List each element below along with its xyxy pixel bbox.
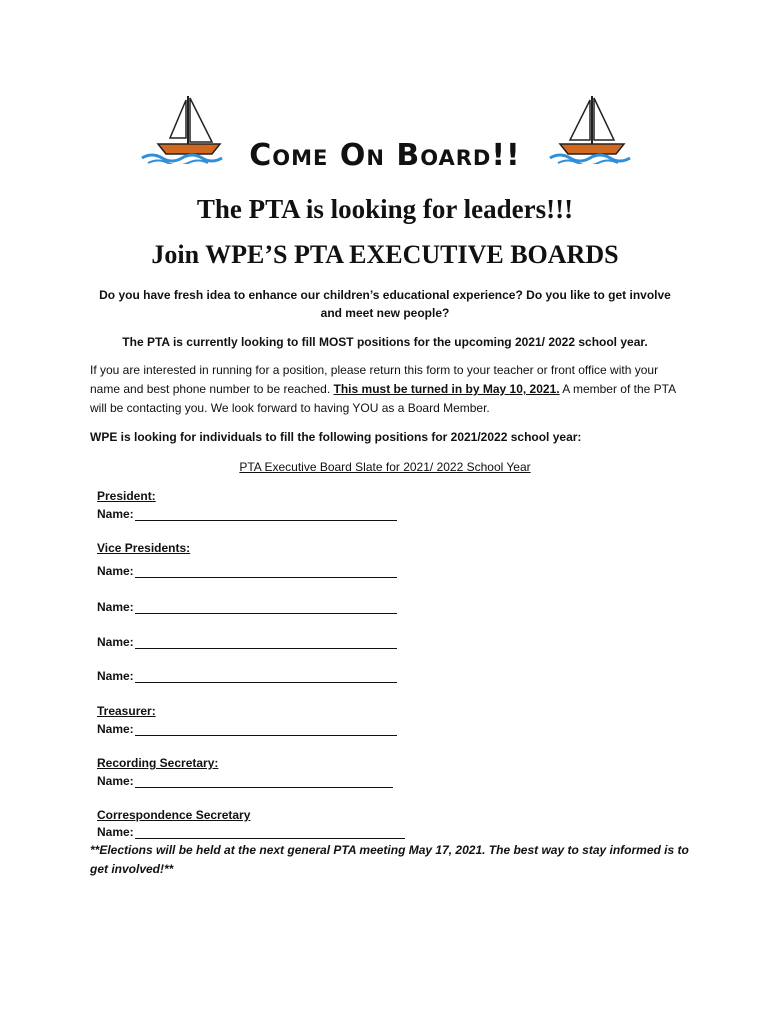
role-president: President: — [97, 489, 156, 503]
headline-join: Join WPE’S PTA EXECUTIVE BOARDS — [151, 240, 619, 269]
name-label: Name: — [97, 669, 134, 683]
name-label: Name: — [97, 825, 134, 839]
deadline-text: This must be turned in by May 10, 2021. — [333, 382, 560, 396]
role-treasurer: Treasurer: — [97, 704, 156, 718]
name-line — [135, 601, 397, 614]
slate-title: PTA Executive Board Slate for 2021/ 2022 School Year — [239, 460, 531, 474]
vice-president-3-name-field[interactable] — [97, 635, 397, 649]
banner-title: Come On Board!! — [249, 138, 521, 173]
role-recording-secretary: Recording Secretary: — [97, 756, 219, 770]
name-label: Name: — [97, 722, 134, 736]
name-line — [135, 670, 397, 683]
name-label: Name: — [97, 774, 134, 788]
vice-president-2-name-field[interactable] — [97, 600, 397, 614]
instructions-text: If you are interested in running for a position, please return this form to your teacher or front office with your name and best phone number to be reached. — [90, 363, 659, 396]
vice-president-1-name-field[interactable] — [97, 564, 397, 578]
vice-president-4-name-field[interactable] — [97, 669, 397, 683]
instructions-text-end: A member of the PTA will be contacting you. We look forward to having YOU as a Board Member. — [90, 382, 676, 415]
intro-question: Do you have fresh idea to enhance our children’s educational experience? Do you like to get involve and meet new people? — [99, 288, 671, 320]
name-label: Name: — [97, 507, 134, 521]
positions-intro: WPE is looking for individuals to fill the following positions for 2021/2022 school year: — [90, 430, 582, 444]
name-line — [135, 723, 397, 736]
elections-footer: **Elections will be held at the next general PTA meeting May 17, 2021. The best way to stay informed is to get involved!** — [90, 843, 689, 876]
name-line — [135, 636, 397, 649]
president-name-field[interactable] — [97, 507, 397, 521]
headline-leaders: The PTA is looking for leaders!!! — [196, 194, 574, 224]
role-correspondence-secretary: Correspondence Secretary — [97, 808, 251, 822]
instructions-paragraph — [90, 361, 690, 418]
looking-statement: The PTA is currently looking to fill MOST positions for the upcoming 2021/ 2022 school year. — [122, 335, 648, 349]
correspondence-secretary-name-field[interactable] — [97, 825, 405, 839]
name-line — [135, 508, 397, 521]
name-label: Name: — [97, 635, 134, 649]
role-vice-presidents: Vice Presidents: — [97, 541, 191, 555]
name-line — [135, 775, 393, 788]
recording-secretary-name-field[interactable] — [97, 774, 393, 788]
treasurer-name-field[interactable] — [97, 722, 397, 736]
name-line — [135, 565, 397, 578]
name-line — [135, 826, 405, 839]
name-label: Name: — [97, 600, 134, 614]
name-label: Name: — [97, 564, 134, 578]
